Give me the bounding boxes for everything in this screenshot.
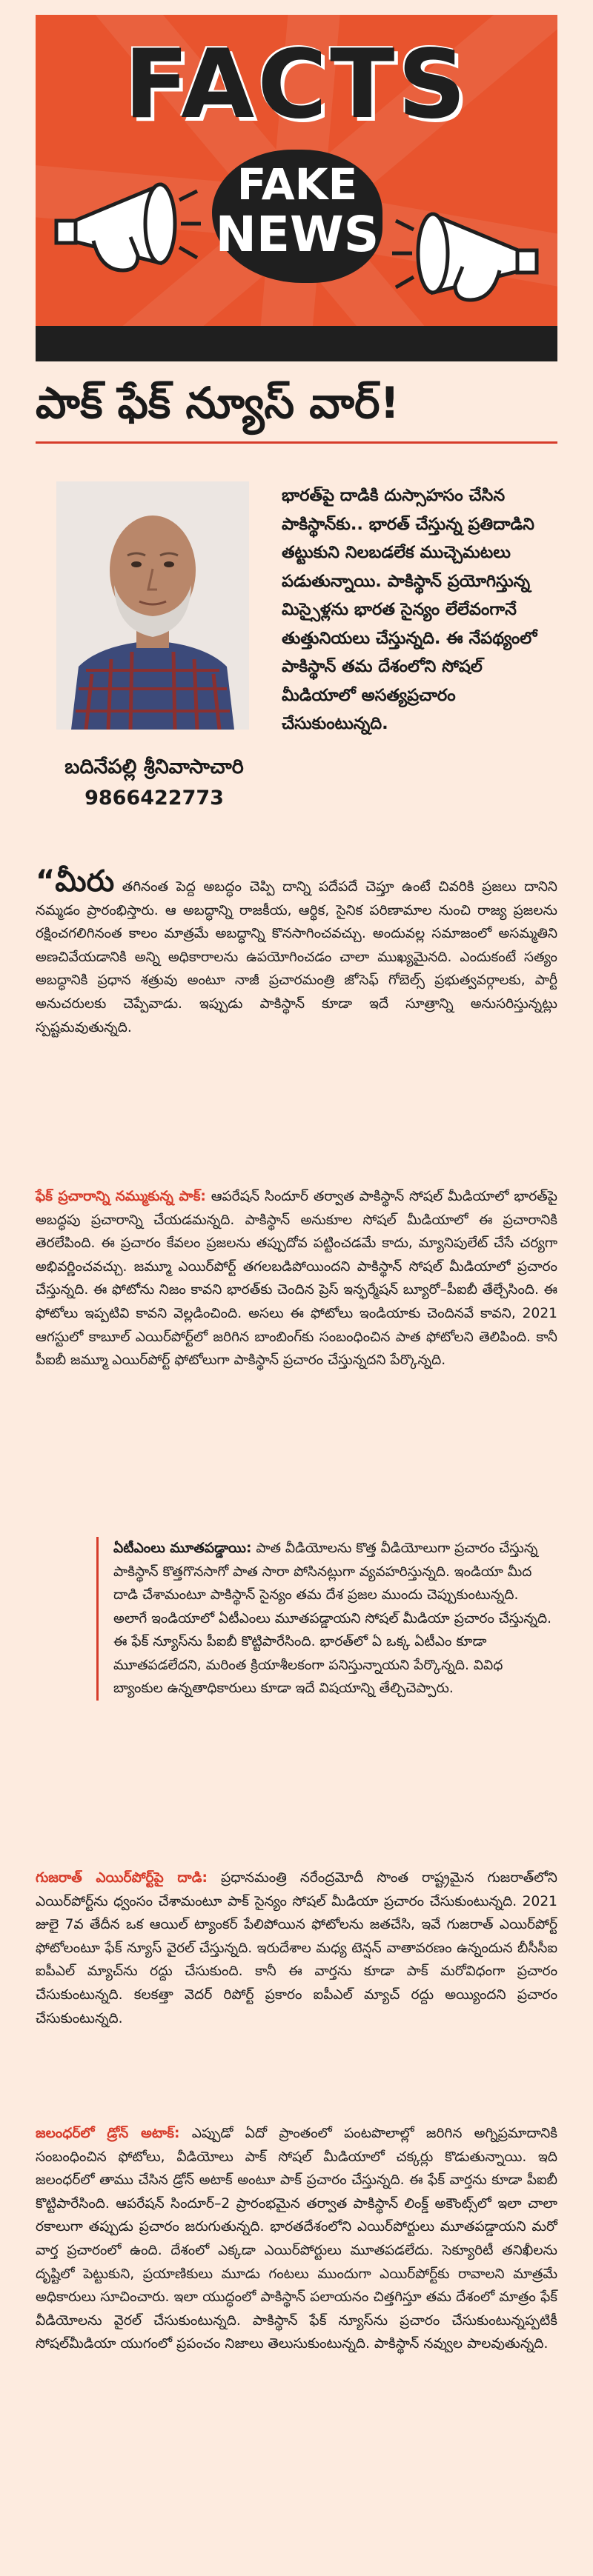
author-name: బదినేపల్లి శ్రీనివాసాచారి: [64, 755, 244, 778]
megaphone-left-icon: [49, 170, 205, 281]
atm-sidebar-box: [96, 1537, 556, 1701]
box-text: పాత వీడియోలను కొత్త వీడియోలుగా ప్రచారం చేస్తున్న పాకిస్థాన్ కొత్తగొనసాగో పాత సారా పోసినట్లుగా వ్యవహరిస్తున్నది. ఇండియా మీద దాడి చేశామంటూ పాకిస్థాన్ సైన్యం తమ దేశ ప్రజల ముందు చెప్పుకుంటున్నది. అలాగే ఇండియాలో ఏటీఎంలు మూతపడ్డాయని సోషల్ మీడియా ప్రచారం చేస్తున్నది. ఈ ఫేక్ న్యూస్‌ను పీఐబీ కొట్టిపారేసింది. భారత్‌లో ఏ ఒక్క ఏటీఎం కూడా మూతపడలేదని, మరింత క్రియాశీలకంగా పనిస్తున్నాయని పేర్కొన్నది. వివిధ బ్యాంకుల ఉన్నతాధికారులు కూడా ఇదే విషయాన్ని తేల్చిచెప్పారు.: [113, 1541, 552, 1696]
author-phone: 9866422773: [85, 787, 224, 810]
paragraph-3: [36, 1866, 557, 2030]
author-photo: [56, 481, 249, 730]
box-heading: ఏటీఎంలు మూతపడ్డాయి:: [113, 1541, 252, 1556]
banner-facts-text: FACTS: [124, 30, 469, 140]
paragraph-2: [36, 1185, 557, 1372]
paragraph-2-heading: ఫేక్ ప్రచారాన్ని నమ్ముకున్న పాక్:: [36, 1189, 206, 1204]
headline-divider: [36, 441, 557, 444]
paragraph-3-text: ప్రధానమంత్రి నరేంద్రమోదీ సొంత రాష్ట్రమైన గుజరాత్‌లోని ఎయిర్‌పోర్ట్‌ను ధ్వంసం చేశామంటూ పాక్ సైన్యం సోషల్ మీడియా ప్రచారం చేసుకుంటున్నది. 2021 జులై 7వ తేదీన ఒక ఆయిల్ ట్యాంకర్ పేలిపోయిన ఫోటోలను జతచేసి, ఇవే గుజరాత్ ఎయిర్‌పోర్ట్ ఫోటోలంటూ ఫేక్ న్యూస్ వైరల్ చేస్తున్నది. ఇరుదేశాల మధ్య టెన్షన్ వాతావరణం ఉన్నందున బీసీసీఐ ఐపీఎల్ మ్యాచ్‌ను రద్దు చేసుకుంది. కానీ ఈ వార్తను కూడా పాక్ మరోవిధంగా ప్రచారం చేసుకుంటున్నది. కలకత్తా వెదర్ రిపోర్ట్ ప్రకారం ఐపీఎల్ మ్యాచ్ రద్దు అయ్యిందని ప్రచారం చేసుకుంటున్నది.: [36, 1870, 557, 2026]
banner-news-text: NEWS: [215, 206, 380, 263]
megaphone-right-icon: [388, 200, 544, 311]
paragraph-4-heading: జలంధర్‌లో డ్రోన్ అటాక్:: [36, 2126, 180, 2141]
lead-word: “మీరు: [36, 864, 115, 898]
facts-fake-news-banner: [36, 15, 557, 361]
banner-fake-text: FAKE: [236, 159, 358, 210]
banner-bottom-band: [36, 326, 557, 361]
intro-paragraph: [282, 481, 556, 738]
paragraph-4-text: ఎప్పుడో ఏదో ప్రాంతంలో పంటపొలాల్లో జరిగిన అగ్నిప్రమాదానికి సంబంధించిన ఫోటోలు, వీడియోలు పాక్ సోషల్ మీడియాలో చక్కర్లు కొడుతున్నాయి. ఇది జలంధర్‌లో తాము చేసిన డ్రోన్ అటాక్ అంటూ పాక్ ప్రచారం చేస్తున్నది. ఈ ఫేక్ వార్తను కూడా పీఐబీ కొట్టిపారేసింది. ఆపరేషన్ సిందూర్–2 ప్రారంభమైన తర్వాత పాకిస్థాన్ లింక్డ్ అకౌంట్స్‌లో ఇలా చాలా రకాలుగా తప్పుడు ప్రచారం జరుగుతున్నది. భారతదేశంలోని ఎయిర్‌పోర్టులు మూతపడ్డాయని మరో వార్త ప్రచారంలో ఉంది. దేశంలో ఎక్కడా ఎయిర్‌పోర్టులు మూతపడలేదు. సెక్యూరిటీ తనిఖీలను దృష్టిలో పెట్టుకుని, ప్రయాణికులు మూడు గంటలు ముందుగా ఎయిర్‌పోర్ట్‌కు రావాలని మాత్రమే అధికారులు సూచించారు. ఇలా యుద్ధంలో పాకిస్థాన్ పలాయనం చిత్తగిస్తూ తమ దేశంలో మాత్రం ఫేక్ వీడియోలను వైరల్ చేసుకుంటున్నది. పాకిస్థాన్ ఫేక్ న్యూస్‌ను ప్రచారం చేసుకుంటున్నప్పటికీ సోషల్‌మీడియా యుగంలో ప్రపంచం నిజాలు తెలుసుకుంటున్నది. పాకిస్థాన్ నవ్వుల పాలవుతున్నది.: [36, 2126, 557, 2352]
paragraph-3-heading: గుజరాత్ ఎయిర్‌పోర్ట్‌పై దాడి:: [36, 1870, 208, 1886]
paragraph-4: [36, 2122, 557, 2356]
article-headline: పాక్ ఫేక్ న్యూస్ వార్!: [36, 378, 400, 428]
paragraph-1-text: తగినంత పెద్ద అబద్ధం చెప్పి దాన్ని పదేపదే చెప్తూ ఉంటే చివరికి ప్రజలు దానిని నమ్మడం ప్రారంభిస్తారు. ఆ అబద్ధాన్ని రాజకీయ, ఆర్థిక, సైనిక పరిణామాల నుంచి రాజ్య ప్రజలను రక్షించగలిగినంత కాలం మాత్రమే అబద్ధాన్ని కొనసాగించవచ్చు. అందువల్ల సమాజంలో అసమ్మతిని అణచివేయడానికి అన్ని అధికారాలను ఉపయోగించడం చాలా ముఖ్యమైనది. ఎందుకంటే సత్యం అబద్ధానికి ప్రధాన శత్రువు అంటూ నాజీ ప్రచారమంత్రి జోసెఫ్ గోబెల్స్ ప్రభుత్వవర్గాలకు, పార్టీ అనుచరులకు చెప్పేవాడు. ఇప్పుడు పాకిస్థాన్ కూడా ఇదే సూత్రాన్ని అనుసరిస్తున్నట్లు స్పష్టమవుతున్నది.: [36, 879, 557, 1035]
intro-text: భారత్‌పై దాడికి దుస్సాహసం చేసిన పాకిస్థాన్‌కు.. భారత్ చేస్తున్న ప్రతిదాడిని తట్టుకుని నిలబడలేక ముచ్చెమటలు పడుతున్నాయి. పాకిస్థాన్ ప్రయోగిస్తున్న మిస్సైళ్లను భారత సైన్యం లేలేవంగానే తుత్తునియలు చేస్తున్నది. ఈ నేపథ్యంలో పాకిస్థాన్ తమ దేశంలోని సోషల్ మీడియాలో అసత్యప్రచారం చేసుకుంటున్నది.: [282, 486, 537, 733]
paragraph-1: [36, 864, 557, 1039]
paragraph-2-text: ఆపరేషన్ సిందూర్ తర్వాత పాకిస్థాన్ సోషల్ మీడియాలో భారత్‌పై అబద్ధపు ప్రచారాన్ని చేయడమన్నది. పాకిస్థాన్ అనుకూల సోషల్ మీడియాలో ఈ ప్రచారానికి తెరలేపింది. ఈ ప్రచారం కేవలం ప్రజలను తప్పుదోవ పట్టించడమే కాదు, మ్యానిపులేట్ చేసే చర్యగా అభివర్ణించవచ్చు. జమ్మూ ఎయిర్‌పోర్ట్ తగలబడిపోయిందని పాకిస్థాన్ సోషల్ మీడియాలో ప్రచారం చేస్తున్నది. ఈ ఫోటోను నిజం కావని భారత్‌కు చెందిన ప్రెస్ ఇన్ఫర్మేషన్ బ్యూరో–పీఐబీ తేల్చేసింది. ఈ ఫోటోలు ఇప్పటివి కావని వెల్లడించింది. అసలు ఈ ఫోటోలు ఇండియాకు చెందినవే కావని, 2021 ఆగస్టులో కాబూల్ ఎయిర్‌పోర్ట్‌లో జరిగిన బాంబింగ్‌కు సంబంధించిన పాత ఫోటోలని తెలిపింది. కానీ పీఐబీ జమ్మూ ఎయిర్‌పోర్ట్ ఫోటోలుగా పాకిస్థాన్ ప్రచారం చేస్తున్నదని పేర్కొన్నది.: [36, 1189, 557, 1369]
